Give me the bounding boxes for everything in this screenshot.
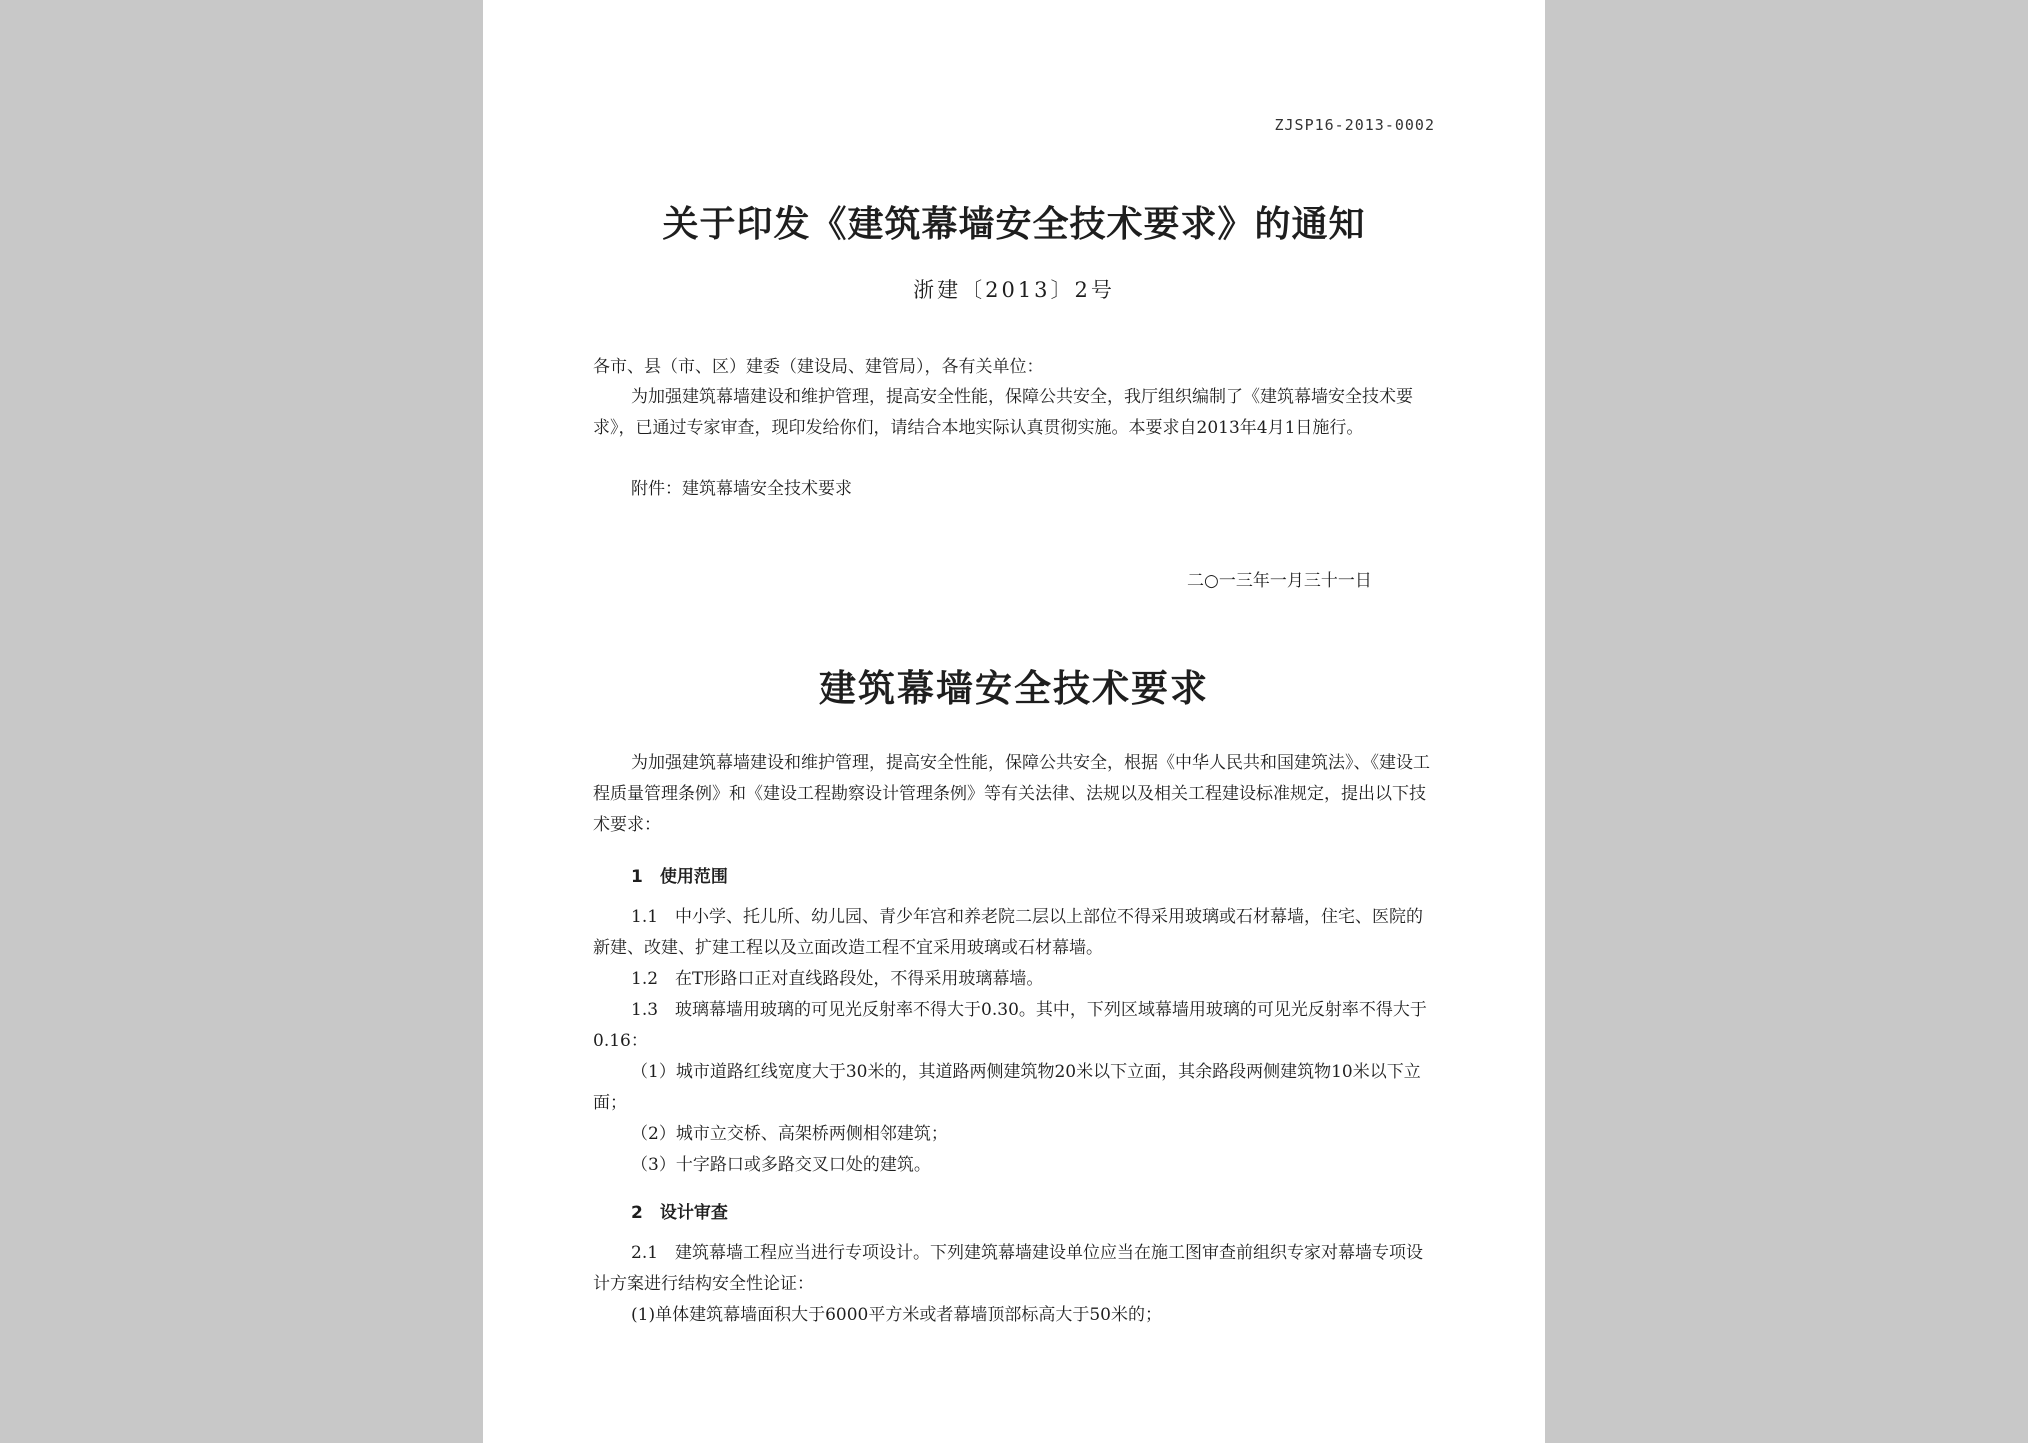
clause-1-3-item-2: （2）城市立交桥、高架桥两侧相邻建筑； — [631, 1124, 948, 1144]
issue-date: 二○一三年一月三十一日 — [1187, 571, 1372, 591]
document-id: ZJSP16-2013-0002 — [1274, 116, 1435, 134]
document-page — [483, 0, 1545, 1443]
requirements-title: 建筑幕墙安全技术要求 — [819, 666, 1209, 710]
requirements-intro: 为加强建筑幕墙建设和维护管理，提高安全性能，保障公共安全，根据《中华人民共和国建筑法》、《建设工程质量管理条例》和《建设工程勘察设计管理条例》等有关法律、法规以及相关工程建设标准规定，提出以下技术要求： — [593, 753, 1430, 835]
clause-1-3: 1.3 玻璃幕墙用玻璃的可见光反射率不得大于0.30。其中，下列区域幕墙用玻璃的可见光反射率不得大于0.16： — [593, 1000, 1427, 1051]
notice-title: 关于印发《建筑幕墙安全技术要求》的通知 — [662, 203, 1366, 245]
attachment-line: 附件：建筑幕墙安全技术要求 — [631, 479, 852, 499]
document-number: 浙建〔2013〕2号 — [913, 278, 1115, 302]
notice-body: 为加强建筑幕墙建设和维护管理，提高安全性能，保障公共安全，我厅组织编制了《建筑幕墙安全技术要求》，已通过专家审查，现印发给你们，请结合本地实际认真贯彻实施。本要求自2013年4月1日施行。 — [593, 387, 1413, 438]
clause-1-3-item-3: （3）十字路口或多路交叉口处的建筑。 — [631, 1155, 931, 1175]
clause-1-2: 1.2 在T形路口正对直线路段处，不得采用玻璃幕墙。 — [631, 969, 1044, 989]
section-1-heading: 1 使用范围 — [631, 867, 728, 887]
clause-2-1: 2.1 建筑幕墙工程应当进行专项设计。下列建筑幕墙建设单位应当在施工图审查前组织专家对幕墙专项设计方案进行结构安全性论证： — [593, 1243, 1424, 1294]
clause-2-1-item-1: (1)单体建筑幕墙面积大于6000平方米或者幕墙顶部标高大于50米的； — [631, 1305, 1162, 1325]
addressee: 各市、县（市、区）建委（建设局、建管局），各有关单位： — [593, 357, 1044, 377]
clause-1-3-item-1: （1）城市道路红线宽度大于30米的，其道路两侧建筑物20米以下立面，其余路段两侧建筑物10米以下立面； — [593, 1062, 1421, 1113]
section-2-heading: 2 设计审查 — [631, 1203, 728, 1223]
clause-1-1: 1.1 中小学、托儿所、幼儿园、青少年宫和养老院二层以上部位不得采用玻璃或石材幕墙，住宅、医院的新建、改建、扩建工程以及立面改造工程不宜采用玻璃或石材幕墙。 — [593, 907, 1424, 958]
